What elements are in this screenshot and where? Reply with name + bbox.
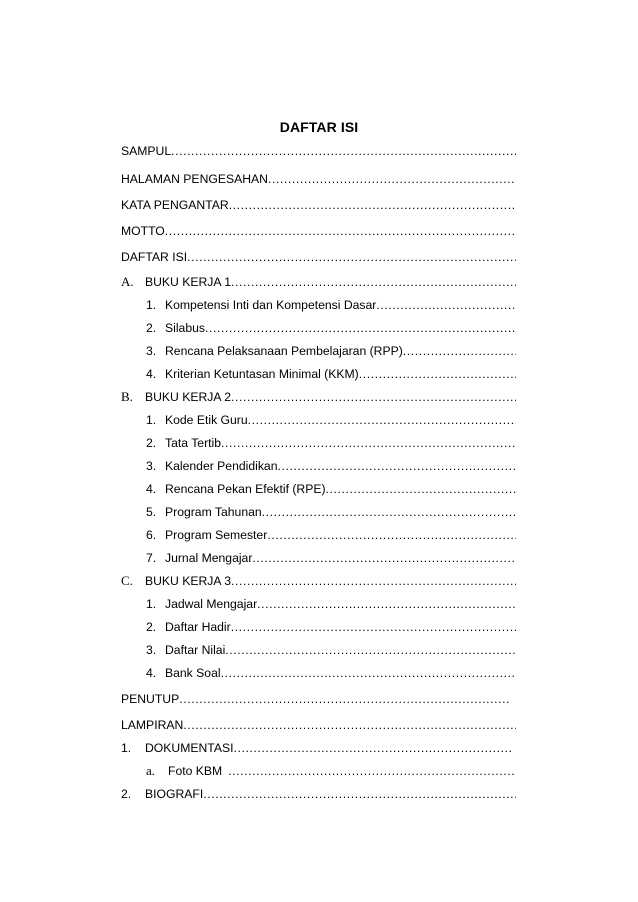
toc-item: 1. Kompetensi Inti dan Kompetensi Dasar ..... <box>146 297 516 313</box>
toc-entry-halaman-pengesahan: HALAMAN PENGESAHAN ..... <box>121 171 516 187</box>
toc-appendix-biografi: 2. BIOGRAFI ..... <box>121 786 516 802</box>
toc-item: 1. Jadwal Mengajar ..... <box>146 596 516 612</box>
toc-item: 6. Program Semester ..... <box>146 527 516 543</box>
dot-leader <box>233 740 511 756</box>
dot-leader <box>187 249 516 265</box>
toc-item: 2. Silabus ..... <box>146 320 516 336</box>
dot-leader <box>376 297 516 313</box>
toc-item: 7. Jurnal Mengajar ..... <box>146 550 516 566</box>
dot-leader <box>231 619 516 635</box>
dot-leader <box>171 143 516 159</box>
toc-item: 4. Bank Soal ..... <box>146 665 516 681</box>
dot-leader <box>231 274 516 290</box>
toc-entry-motto: MOTTO ..... <box>121 223 516 239</box>
dot-leader <box>326 481 516 497</box>
dot-leader <box>183 717 516 733</box>
dot-leader <box>205 320 516 336</box>
dot-leader <box>229 197 516 213</box>
dot-leader <box>268 171 516 187</box>
toc-item: 5. Program Tahunan ..... <box>146 504 516 520</box>
dot-leader <box>262 504 516 520</box>
toc-item: 4. Rencana Pekan Efektif (RPE) ..... <box>146 481 516 497</box>
dot-leader <box>252 550 516 566</box>
dot-leader <box>225 642 516 658</box>
dot-leader <box>179 691 511 707</box>
toc-section-buku-kerja-2: B. BUKU KERJA 2 ..... <box>121 389 516 405</box>
dot-leader <box>277 458 516 474</box>
dot-leader <box>165 223 516 239</box>
toc-item: 1. Kode Etik Guru ..... <box>146 412 516 428</box>
toc-section-buku-kerja-1: A. BUKU KERJA 1 ..... <box>121 274 516 290</box>
dot-leader <box>203 786 516 802</box>
toc-item: 3. Rencana Pelaksanaan Pembelajaran (RPP) ..... <box>146 343 516 359</box>
dot-leader <box>257 596 516 612</box>
toc-item: 3. Daftar Nilai ..... <box>146 642 516 658</box>
dot-leader <box>248 412 516 428</box>
toc-entry-daftar-isi: DAFTAR ISI ..... <box>121 249 516 265</box>
toc-item: 2. Daftar Hadir ..... <box>146 619 516 635</box>
page-title: DAFTAR ISI <box>279 119 359 135</box>
dot-leader <box>228 763 516 779</box>
toc-entry-penutup: PENUTUP ..... <box>121 691 511 707</box>
toc-item: 2. Tata Tertib ..... <box>146 435 516 451</box>
dot-leader <box>359 366 516 382</box>
dot-leader <box>267 527 516 543</box>
toc-item: a. Foto KBM ..... <box>146 763 516 779</box>
toc-entry-sampul: SAMPUL ..... <box>121 143 516 159</box>
dot-leader <box>403 343 516 359</box>
toc-appendix-dokumentasi: 1. DOKUMENTASI ..... <box>121 740 511 756</box>
toc-item: 4. Kriterian Ketuntasan Minimal (KKM) ..... <box>146 366 516 382</box>
dot-leader <box>221 665 516 681</box>
toc-section-buku-kerja-3: C. BUKU KERJA 3 ..... <box>121 573 516 589</box>
dot-leader <box>231 389 516 405</box>
toc-entry-lampiran: LAMPIRAN ..... <box>121 717 516 733</box>
dot-leader <box>221 435 516 451</box>
dot-leader <box>231 573 516 589</box>
toc-item: 3. Kalender Pendidikan ..... <box>146 458 516 474</box>
toc-entry-kata-pengantar: KATA PENGANTAR ..... <box>121 197 516 213</box>
